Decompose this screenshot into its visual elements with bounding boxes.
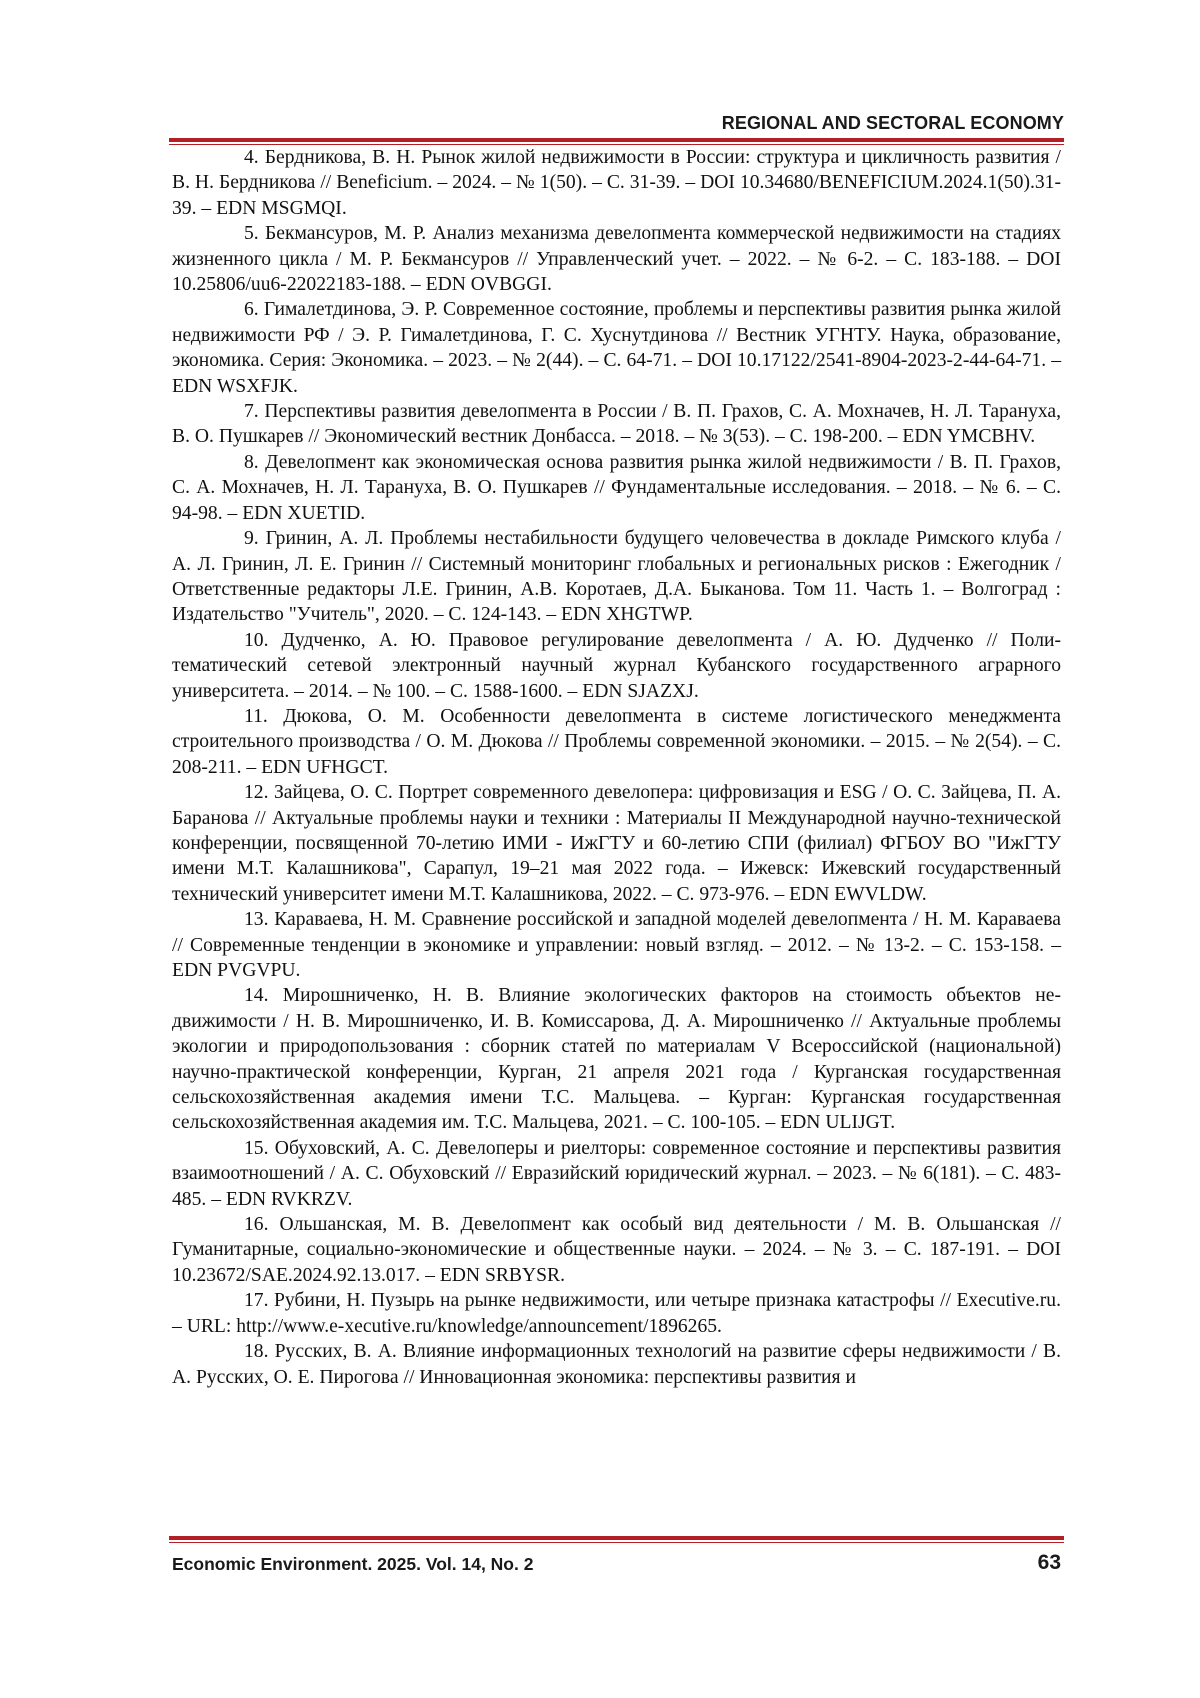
- reference-item-15: 15. Обуховский, А. С. Девелоперы и риелторы: современное состояние и перспективы развития взаимоотношений / А. С. Обуховский // Евразийский юридический журнал. – 2023. – № 6(181). – С. 483-485. – EDN RVKRZV.: [172, 1137, 1061, 1210]
- reference-item-11: 11. Дюкова, О. М. Особенности девелопмента в системе логистического менеджмента строительного производства / О. М. Дюкова // Проблемы современной экономики. – 2015. – № 2(54). – С. 208-211. – EDN UFHGCT.: [172, 705, 1061, 778]
- footer-rule-thin: [169, 1542, 1064, 1543]
- reference-item-13: 13. Караваева, Н. М. Сравнение российской и западной моделей девелопмента / Н. М. Караваева // Современные тенденции в экономике и управлении: новый взгляд. – 2012. – № 13-2. – С. 153-158. – EDN PVGVPU.: [172, 909, 1061, 981]
- reference-item-10: 10. Дудченко, А. Ю. Правовое регулирование девелопмента / А. Ю. Дудченко // Политематический сетевой электронный научный журнал Кубанского государственного аграрного университета. – 2014. – № 100. – С. 1588-1600. – EDN SJAZXJ.: [172, 629, 1061, 702]
- reference-item-18: 18. Русских, В. А. Влияние информационных технологий на развитие сферы недвижимости / В. А. Русских, О. Е. Пирогова // Инновационная экономика: перспективы развития и: [172, 1341, 1061, 1388]
- reference-item-5: 5. Бекмансуров, М. Р. Анализ механизма девелопмента коммерческой недвижимости на стадиях жизненного цикла / М. Р. Бекмансуров // Управленческий учет. – 2022. – № 6-2. – С. 183-188. – DOI 10.25806/uu6-22022183-188. – EDN OVBGGI.: [172, 223, 1061, 296]
- reference-item-8: 8. Девелопмент как экономическая основа развития рынка жилой недвижимости / В. П. Грахов, С. А. Мохначев, Н. Л. Тарануха, В. О. Пушкарев // Фундаментальные исследования. – 2018. – № 6. – С. 94-98. – EDN XUETID.: [172, 451, 1061, 524]
- header-rule-thick: [169, 138, 1064, 142]
- reference-item-16: 16. Ольшанская, М. В. Девелопмент как особый вид деятельности / М. В. Ольшанская // Гуманитарные, социально-экономические и общественные науки. – 2024. – № 3. – С. 187-191. – DOI 10.23672/SAE.2024.92.13.017. – EDN SRBYSR.: [172, 1214, 1061, 1286]
- reference-item-9: 9. Гринин, А. Л. Проблемы нестабильности будущего человечества в докладе Римского клуба / А. Л. Гринин, Л. Е. Гринин // Системный мониторинг глобальных и региональных рисков : Ежегодник / Ответственные редакторы Л.Е. Гринин, А.В. Коротаев, Д.А. Быканова. Том 11. Часть 1. – Волгоград : Издательство "Учитель", 2020. – С. 124-143. – EDN XHGTWP.: [172, 528, 1061, 626]
- reference-item-7: 7. Перспективы развития девелопмента в России / В. П. Грахов, С. А. Мохначев, Н. Л. Тарануха, В. О. Пушкарев // Экономический вестник Донбасса. – 2018. – № 3(53). – С. 198-200. – EDN YMCBHV.: [172, 401, 1061, 448]
- header-rule: [169, 138, 1064, 145]
- reference-item-6: 6. Гималетдинова, Э. Р. Современное состояние, проблемы и перспективы развития рынка жилой недвижимости РФ / Э. Р. Гималетдинова, Г. С. Хуснутдинова // Вестник УГНТУ. Наука, образование, экономика. Серия: Экономика. – 2023. – № 2(44). – С. 64-71. – DOI 10.17122/2541-8904-2023-2-44-64-71. – EDN WSXFJK.: [172, 299, 1061, 397]
- footer-rule: [169, 1536, 1064, 1543]
- reference-item-12: 12. Зайцева, О. С. Портрет современного девелопера: цифровизация и ESG / О. С. Зайцева, П. А. Баранова // Актуальные проблемы науки и техники : Материалы II Международной научно-технической конференции, посвященной 70-летию ИМИ - ИжГТУ и 60-летию СПИ (филиал) ФГБОУ ВО "ИжГТУ имени М.Т. Калашникова", Сарапул, 19–21 мая 2022 года. – Ижевск: Ижевский государственный технический университет имени М.Т. Калашникова, 2022. – С. 973-976. – EDN EWVLDW.: [172, 782, 1061, 905]
- reference-item-17: 17. Рубини, Н. Пузырь на рынке недвижимости, или четыре признака катастрофы // Executive.ru. – URL: http://www.e-xecutive.ru/knowledge/announcement/1896265.: [172, 1290, 1061, 1337]
- footer-rule-thick: [169, 1536, 1064, 1540]
- page-number: 63: [1037, 1551, 1061, 1574]
- running-header-section-title: REGIONAL AND SECTORAL ECONOMY: [721, 113, 1064, 133]
- reference-item-4: 4. Бердникова, В. Н. Рынок жилой недвижимости в России: структура и цикличность развития / В. Н. Бердникова // Beneficium. – 2024. – № 1(50). – С. 31-39. – DOI 10.34680/BENEFICIUM.2024.1(50).31-39. – EDN MSGMQI.: [172, 147, 1061, 219]
- reference-list: [172, 145, 1061, 1390]
- journal-citation: Economic Environment. 2025. Vol. 14, No. 2: [172, 1554, 534, 1574]
- reference-item-14: 14. Мирошниченко, Н. В. Влияние экологических факторов на стоимость объектов недвижимости / Н. В. Мирошниченко, И. В. Комиссарова, Д. А. Мирошниченко // Актуальные проблемы экологии и природопользования : сборник статей по материалам V Всероссийской (национальной) научно-практической конференции, Курган, 21 апреля 2021 года / Курганская государственная сельскохозяйственная академия имени Т.С. Мальцева. – Курган: Курганская государственная сельскохозяйственная академия им. Т.С. Мальцева, 2021. – С. 100-105. – EDN ULIJGT.: [172, 985, 1061, 1134]
